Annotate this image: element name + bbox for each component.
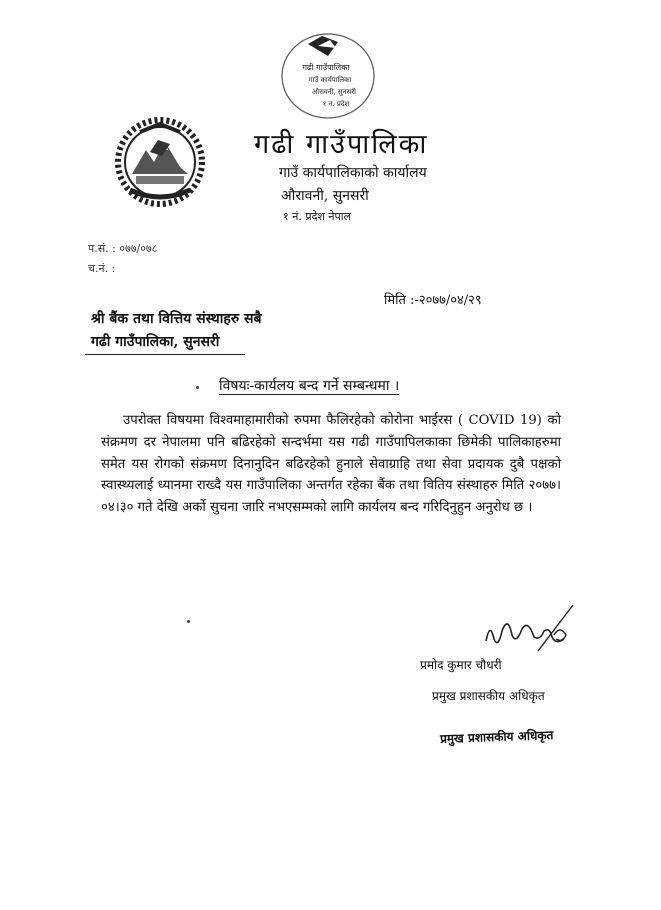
svg-text:औरावनी, सुनसरी: औरावनी, सुनसरी <box>312 88 356 96</box>
svg-text:गाउँ कार्यपालिका: गाउँ कार्यपालिका <box>308 76 352 84</box>
letter-number: प.सं. : ०७७/०७८ <box>88 242 158 255</box>
nepal-emblem-icon <box>110 112 210 212</box>
letter-body: उपरोक्त विषयमा विश्वमाहामारीको रुपमा फैलिरहेको कोरोना भाईरस ( COVID 19) को संक्रमण दर नेपालमा पनि बढिरहेको सन्दर्भमा यस गढी गाउँपापिलकाका छिमेकी पालिकाहरुमा समेत यस रोगको संक्रमण दिनानुदिन बढिरहेको हुनाले सेवाग्राहि तथा सेवा प्रदायक दुबै पक्षको स्वास्थ्यलाई ध्यानमा राख्दै यस गाउँपालिका अन्तर्गत रहेका बैंक तथा वितिय संस्थाहरु मिति २०७७।०४।३० गते देखि अर्को सुचना जारि नभएसम्मको लागि कार्यलय बन्द गरिदिनुहुन अनुरोध छ । <box>101 413 561 516</box>
stray-mark <box>187 620 190 623</box>
subject-line <box>219 376 399 395</box>
recipient-divider <box>85 354 245 355</box>
office-location: औरावनी, सुनसरी <box>281 188 369 204</box>
recipient-line-2: गढी गाउँपालिका, सुनसरी <box>91 334 220 350</box>
municipality-title: गढी गाउँपालिका <box>254 129 429 160</box>
stray-mark <box>196 386 199 389</box>
svg-text:१ न. प्रदेश: १ न. प्रदेश <box>322 100 350 108</box>
subject-text: विषयः-कार्यलय बन्द गर्ने सम्बन्धमा । <box>219 378 400 394</box>
office-name: गाउँ कार्यपालिकाको कार्यालय <box>279 165 427 181</box>
signatory-name: प्रमोद कुमार चौधरी <box>420 658 502 672</box>
designation-stamp: प्रमुख प्रशासकीय अधिकृत <box>439 728 554 746</box>
handwritten-signature-icon <box>478 601 583 661</box>
dispatch-number: च.नं. : <box>88 262 116 275</box>
signatory-title: प्रमुख प्रशासकीय अधिकृत <box>432 689 545 703</box>
municipal-seal-icon <box>278 30 378 122</box>
recipient-line-1: श्री बैंक तथा वित्तिय संस्थाहरु सबै <box>91 311 262 327</box>
svg-text:गढी गाउँपालिका: गढी गाउँपालिका <box>302 63 350 72</box>
province-name: १ नं. प्रदेश नेपाल <box>283 210 352 223</box>
letter-date: मिति :-२०७७/०४/२९ <box>384 293 482 308</box>
